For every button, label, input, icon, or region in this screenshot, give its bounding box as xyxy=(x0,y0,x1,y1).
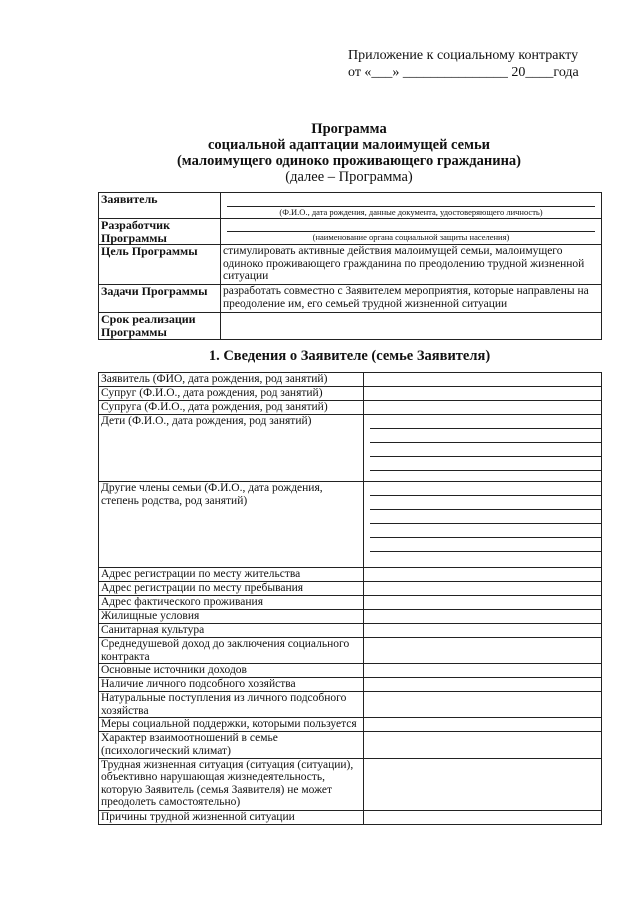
row-label: Заявитель (ФИО, дата рождения, род занятий) xyxy=(99,373,364,387)
row-value[interactable] xyxy=(364,568,602,582)
developer-field[interactable] xyxy=(221,219,602,245)
row-value[interactable] xyxy=(364,718,602,732)
row-label: Наличие личного подсобного хозяйства xyxy=(99,678,364,692)
row-value[interactable] xyxy=(364,610,602,624)
applicant-label: Заявитель xyxy=(99,193,221,219)
row-value[interactable] xyxy=(364,387,602,401)
applicant-info-table xyxy=(98,372,602,825)
row-label: Адрес регистрации по месту пребывания xyxy=(99,582,364,596)
row-label: Меры социальной поддержки, которыми пользуется xyxy=(99,718,364,732)
title-line-1: Программа xyxy=(311,121,387,137)
goal-label: Цель Программы xyxy=(99,245,221,285)
applicant-field[interactable] xyxy=(221,193,602,219)
entry-line xyxy=(370,443,601,457)
row-value[interactable] xyxy=(364,810,602,824)
row-label: Среднедушевой доход до заключения социального контракта xyxy=(99,638,364,664)
other-members-value[interactable] xyxy=(364,482,602,568)
row-value[interactable] xyxy=(364,401,602,415)
row-label: Санитарная культура xyxy=(99,624,364,638)
appendix-line-1: Приложение к социальному контракту xyxy=(348,48,579,63)
developer-input-line xyxy=(227,219,595,232)
title-line-4: (далее – Программа) xyxy=(285,169,413,185)
program-table xyxy=(98,192,602,340)
row-label: Дети (Ф.И.О., дата рождения, род занятий) xyxy=(99,415,364,482)
row-value[interactable] xyxy=(364,624,602,638)
entry-line xyxy=(370,482,601,496)
row-label: Натуральные поступления из личного подсобного хозяйства xyxy=(99,692,364,718)
tasks-label: Задачи Программы xyxy=(99,285,221,313)
row-label: Супруга (Ф.И.О., дата рождения, род занятий) xyxy=(99,401,364,415)
row-value[interactable] xyxy=(364,596,602,610)
goal-text: стимулировать активные действия малоимущей семьи, малоимущего одиноко проживающего гражданина по преодолению трудной жизненной ситуации xyxy=(221,245,602,285)
row-value[interactable] xyxy=(364,758,602,810)
row-label: Жилищные условия xyxy=(99,610,364,624)
entry-line xyxy=(370,457,601,471)
row-label: Адрес фактического проживания xyxy=(99,596,364,610)
term-field[interactable] xyxy=(221,313,602,340)
row-label: Характер взаимоотношений в семье (психологический климат) xyxy=(99,732,364,758)
row-label: Трудная жизненная ситуация (ситуация (ситуации), объективно нарушающая жизнедеятельность, которую Заявитель (семья Заявителя) не может преодолеть самостоятельно) xyxy=(99,758,364,810)
row-label: Другие члены семьи (Ф.И.О., дата рождения, степень родства, род занятий) xyxy=(99,482,364,568)
row-label: Адрес регистрации по месту жительства xyxy=(99,568,364,582)
document-title xyxy=(98,121,600,185)
entry-line xyxy=(370,510,601,524)
applicant-input-line xyxy=(227,193,595,207)
developer-label: Разработчик Программы xyxy=(99,219,221,245)
section-1-title: 1. Сведения о Заявителе (семье Заявителя) xyxy=(208,348,491,364)
row-value[interactable] xyxy=(364,582,602,596)
entry-line xyxy=(370,429,601,443)
row-label: Супруг (Ф.И.О., дата рождения, род занятий) xyxy=(99,387,364,401)
children-value[interactable] xyxy=(364,415,602,482)
applicant-caption: (Ф.И.О., дата рождения, данные документа, удостоверяющего личность) xyxy=(279,207,543,217)
row-value[interactable] xyxy=(364,638,602,664)
title-line-2: социальной адаптации малоимущей семьи xyxy=(207,137,491,153)
row-value[interactable] xyxy=(364,692,602,718)
row-value[interactable] xyxy=(364,732,602,758)
developer-caption: (наименование органа социальной защиты населения) xyxy=(312,232,510,242)
tasks-text: разработать совместно с Заявителем мероприятия, которые направлены на преодоление им, его семьей трудной жизненной ситуации xyxy=(221,285,602,313)
appendix-line-2: от «___» _______________ 20____года xyxy=(348,65,579,80)
title-line-3: (малоимущего одиноко проживающего гражданина) xyxy=(176,153,522,169)
row-value[interactable] xyxy=(364,678,602,692)
appendix-header xyxy=(348,47,608,81)
row-label: Основные источники доходов xyxy=(99,664,364,678)
row-value[interactable] xyxy=(364,664,602,678)
entry-line xyxy=(370,538,601,552)
entry-line xyxy=(370,415,601,429)
row-value[interactable] xyxy=(364,373,602,387)
term-label: Срок реализации Программы xyxy=(99,313,221,340)
entry-line xyxy=(370,524,601,538)
entry-line xyxy=(370,496,601,510)
children-lines xyxy=(364,415,601,471)
row-label: Причины трудной жизненной ситуации xyxy=(99,810,364,824)
other-members-lines xyxy=(364,482,601,552)
